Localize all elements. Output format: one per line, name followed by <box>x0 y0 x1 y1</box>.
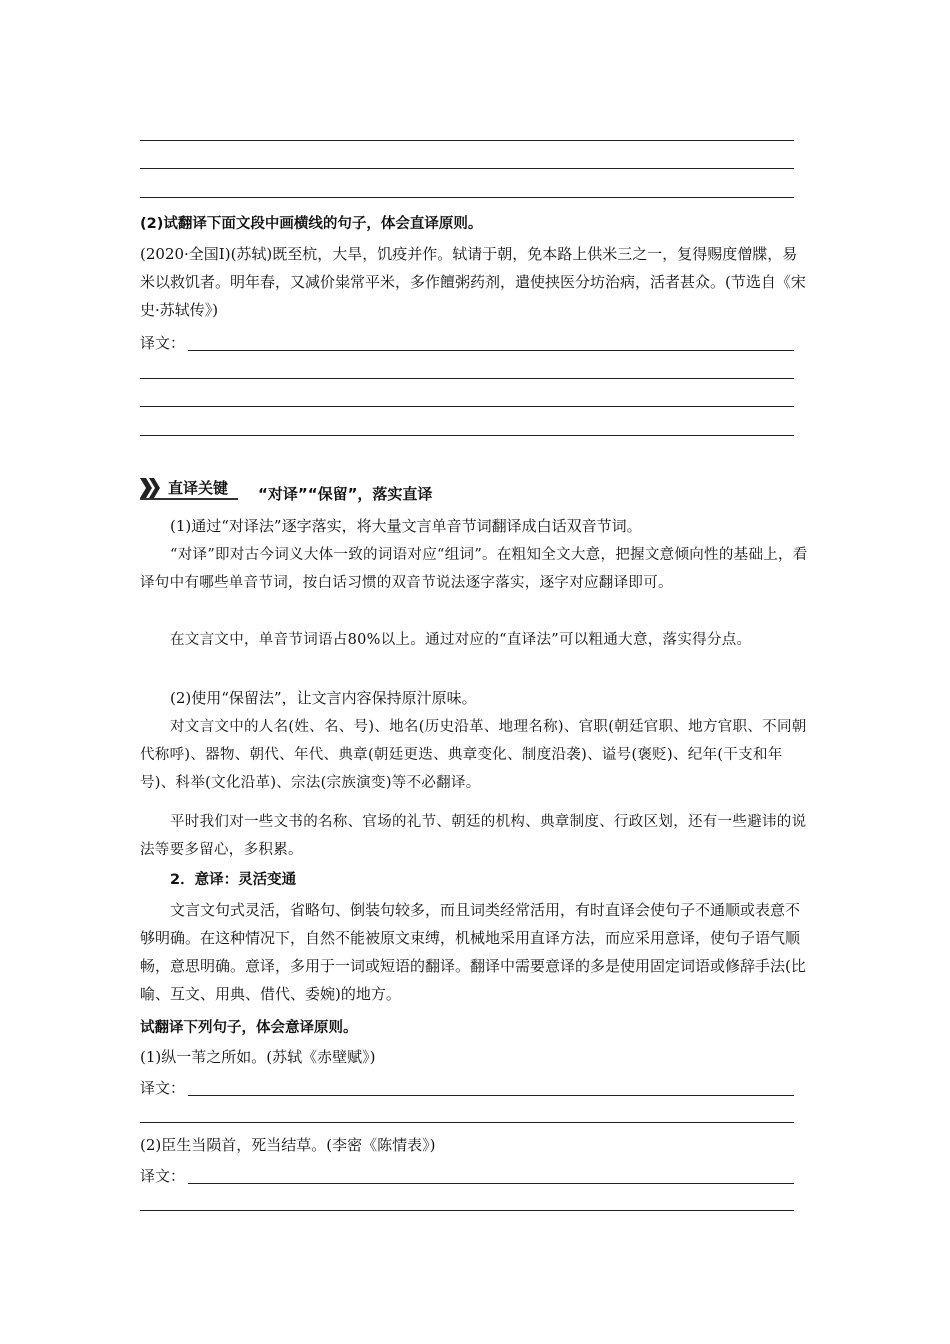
answer-rule[interactable] <box>140 1122 794 1123</box>
yiyi-body: 文言文句式灵活，省略句、倒装句较多，而且词类经常活用，有时直译会使句子不通顺或表意不够明确。在这种情况下，自然不能被原文束缚，机械地采用直译方法，而应采用意译，使句子语气顺畅，意思明确。意译，多用于一词或短语的翻译。翻译中需要意译的多是使用固定词语或修辞手法(比喻、互文、用典、借代、委婉)的地方。 <box>140 901 806 1003</box>
answer-label: 译文： <box>140 334 186 352</box>
key-badge <box>140 476 238 500</box>
answer-rule[interactable] <box>140 406 794 407</box>
method-p5: 对文言文中的人名(姓、名、号)、地名(历史沿革、地理名称)、官职(朝廷官职、地方官职、不同朝代称呼)、器物、朝代、年代、典章(朝廷更迭、典章变化、制度沿袭)、谥号(褒贬)、纪年(干支和年号)、科举(文化沿革)、宗法(宗族演变)等不必翻译。 <box>140 719 807 791</box>
badge-label: 直译关键 <box>168 479 229 497</box>
answer-underline[interactable] <box>188 350 794 351</box>
passage: (2020·全国Ⅰ)(苏轼)既至杭，大旱，饥疫并作。轼请于朝，免本路上供米三之一，复得赐度僧牒，易米以救饥者。明年春，又减价粜常平米，多作饘粥药剂，遣使挟医分坊治病，活者甚众。(节选自《宋史·苏轼传》) <box>140 245 806 319</box>
question-1: (1)纵一苇之所如。(苏轼《赤壁赋》) <box>140 1048 376 1066</box>
key-title: “对译”“保留”，落实直译 <box>258 485 433 503</box>
section-heading: 2．意译：灵活变通 <box>170 872 297 888</box>
badge-underline <box>140 498 238 500</box>
answer-rule[interactable] <box>140 140 794 141</box>
yiyi-task: 试翻译下列句子，体会意译原则。 <box>140 1020 358 1036</box>
answer-rule[interactable] <box>140 168 794 169</box>
chevron-arrow-icon <box>140 476 162 500</box>
method-p2: “对译”即对古今词义大体一致的词语对应“组词”。在粗知全文大意，把握文意倾向性的基础上，看译句中有哪些单音节词，按白话习惯的双音节说法逐字落实，逐字对应翻译即可。 <box>140 547 808 591</box>
answer-line[interactable] <box>140 1078 794 1098</box>
answer-line[interactable] <box>140 1166 794 1186</box>
answer-label: 译文： <box>140 1167 186 1185</box>
answer-rule[interactable] <box>140 1210 794 1211</box>
method-p1: (1)通过“对译法”逐字落实，将大量文言单音节词翻译成白话双音节词。 <box>170 517 642 535</box>
answer-line[interactable] <box>140 333 794 353</box>
task-heading: (2)试翻译下面文段中画横线的句子，体会直译原则。 <box>140 216 483 232</box>
answer-rule[interactable] <box>140 378 794 379</box>
answer-rule[interactable] <box>140 435 794 436</box>
method-p6: 平时我们对一些文书的名称、官场的礼节、朝廷的机构、典章制度、行政区划，还有一些避讳的说法等要多留心，多积累。 <box>140 814 807 858</box>
method-p3: 在文言文中，单音节词语占80%以上。通过对应的“直译法”可以粗通大意，落实得分点。 <box>170 632 752 648</box>
answer-underline[interactable] <box>188 1183 794 1184</box>
answer-label: 译文： <box>140 1079 186 1097</box>
question-2: (2)臣生当陨首，死当结草。(李密《陈情表》) <box>140 1136 436 1154</box>
answer-rule[interactable] <box>140 197 794 198</box>
method-p4: (2)使用“保留法”，让文言内容保持原汁原味。 <box>170 689 477 707</box>
answer-underline[interactable] <box>188 1095 794 1096</box>
